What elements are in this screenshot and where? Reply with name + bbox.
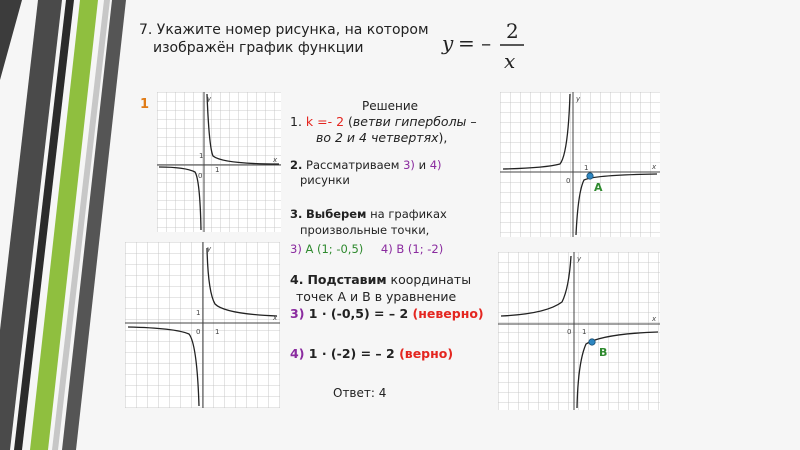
- check-b: 4) 1 · (-2) = – 2 (верно): [290, 346, 454, 361]
- answer: Ответ: 4: [333, 386, 387, 400]
- svg-text:x: x: [652, 315, 657, 323]
- svg-text:y: y: [576, 95, 581, 103]
- solution-step-1: 1. k =- 2 (ветви гиперболы – во 2 и 4 четвертях),: [290, 114, 477, 145]
- svg-text:x: x: [273, 156, 278, 164]
- point-b-marker: [589, 339, 595, 345]
- svg-text:y: y: [577, 255, 582, 263]
- formula-denominator: x: [504, 49, 516, 73]
- k-value: k =- 2: [305, 114, 345, 129]
- svg-text:1: 1: [584, 164, 589, 172]
- check-a: 3) 1 · (-0,5) = – 2 (неверно): [290, 306, 484, 321]
- point-a-marker: [587, 173, 593, 179]
- question-line-2: изображён график функции: [153, 40, 364, 56]
- graph-3: [500, 92, 660, 237]
- point-a-label: A: [594, 181, 603, 194]
- svg-text:1: 1: [582, 328, 587, 336]
- graph-2: [125, 242, 280, 408]
- graph-4: [498, 252, 660, 410]
- formula-lhs: y: [442, 31, 454, 55]
- svg-text:0: 0: [566, 177, 571, 185]
- svg-text:y: y: [207, 245, 212, 253]
- solution-step-4: 4. Подставим координаты точек А и В в уравнение: [290, 272, 472, 304]
- solution-heading: Решение: [362, 99, 419, 113]
- svg-text:1: 1: [196, 309, 201, 317]
- solution-points: 3) А (1; -0,5) 4) В (1; -2): [290, 242, 444, 256]
- question-title: [139, 21, 429, 57]
- svg-text:1: 1: [215, 166, 220, 174]
- formula-eq: = –: [458, 31, 492, 55]
- svg-text:x: x: [273, 314, 278, 322]
- solution-step-2: 2. Рассматриваем 3) и 4) рисунки: [290, 158, 442, 187]
- point-b-coords: В (1; -2): [396, 242, 444, 256]
- point-b-label: B: [599, 346, 608, 359]
- function-formula: [440, 12, 540, 74]
- panel-label-1: 1: [140, 97, 150, 112]
- svg-text:0: 0: [196, 328, 201, 336]
- svg-text:0: 0: [567, 328, 572, 336]
- question-line-1: 7. Укажите номер рисунка, на котором: [139, 22, 429, 38]
- formula-numerator: 2: [506, 19, 519, 43]
- graph-1: [157, 92, 281, 232]
- point-a-coords: А (1; -0,5): [305, 242, 364, 256]
- svg-text:x: x: [652, 163, 657, 171]
- decorative-stripes: [0, 0, 130, 450]
- svg-text:1: 1: [215, 328, 220, 336]
- svg-text:1: 1: [199, 152, 204, 160]
- svg-text:y: y: [207, 95, 212, 103]
- svg-text:0: 0: [198, 172, 203, 180]
- solution-step-3: 3. Выберем на графиках произвольные точки,: [290, 207, 447, 237]
